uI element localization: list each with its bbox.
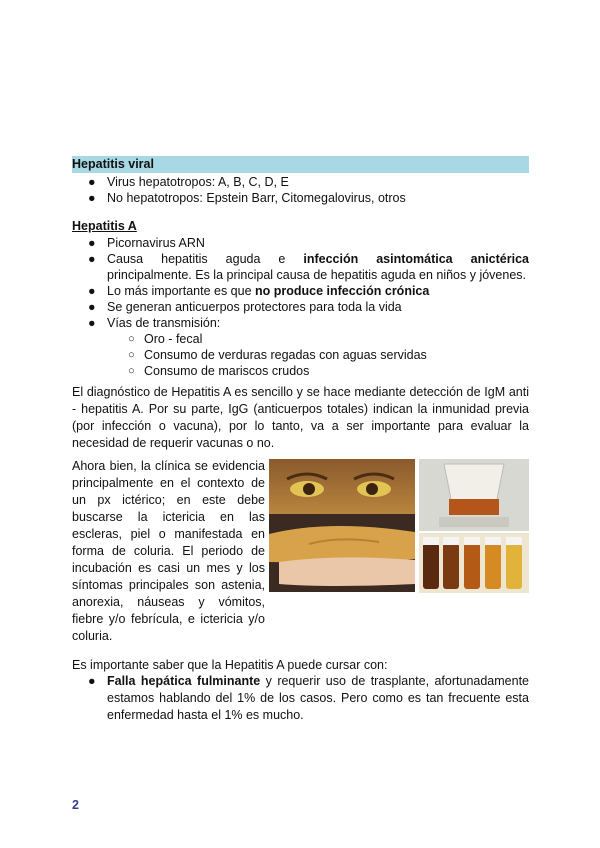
transmission-sublist	[72, 331, 529, 379]
jaundice-eyes-photo	[269, 459, 415, 514]
bullet-icon: ●	[88, 284, 96, 298]
circle-bullet-icon: ○	[128, 333, 135, 345]
list-item: ● Vías de transmisión:	[88, 316, 221, 330]
clinical-paragraph: Ahora bien, la clínica se evidencia principalmente en el contexto de un px ictérico; en este debe buscarse la ictericia en las escleras, piel o manifestada en forma de coluria. El periodo de incubación es casi un mes y los síntomas principales son astenia, anorexia, náuseas y vómitos, fiebre y/o febrícula, e ictericia y/o coluria.	[72, 459, 265, 643]
list-item: ● Virus hepatotropos: A, B, C, D, E	[88, 175, 289, 189]
bullet-icon: ●	[88, 252, 96, 266]
bullet-icon: ●	[88, 236, 96, 250]
section2-list	[72, 235, 529, 331]
sub-list-item: ○ Consumo de mariscos crudos	[128, 364, 310, 378]
bullet-icon: ●	[88, 300, 96, 314]
list-item: ● Picornavirus ARN	[88, 236, 205, 250]
list-item: ● Falla hepática fulminante y requerir uso de trasplante, afortunadamente estamos hablando del 1% de los casos. Pero como es tan frecuente esta enfermedad hasta el 1% es mucho.	[88, 674, 529, 722]
page-number: 2	[72, 798, 79, 812]
list-item: ● Se generan anticuerpos protectores para toda la vida	[88, 300, 402, 314]
section-title-hepatitis-a: Hepatitis A	[72, 219, 137, 233]
list-item: ● No hepatotropos: Epstein Barr, Citomegalovirus, otros	[88, 191, 406, 205]
urine-tubes-photo	[419, 533, 529, 593]
urine-sample-photo	[419, 459, 529, 531]
circle-bullet-icon: ○	[128, 349, 135, 361]
complications-intro: Es importante saber que la Hepatitis A puede cursar con:	[72, 658, 388, 672]
bullet-icon: ●	[88, 674, 96, 688]
section-header-hepatitis-viral	[72, 156, 529, 173]
list-item: ● Causa hepatitis aguda e infección asintomática anictérica principalmente. Es la principal causa de hepatitis aguda en niños y jóvenes.	[88, 252, 529, 282]
section1-list	[72, 174, 529, 206]
section-title: Hepatitis viral	[72, 157, 154, 171]
complications-list	[72, 673, 529, 724]
bullet-icon: ●	[88, 175, 96, 189]
list-item: ● Lo más importante es que no produce infección crónica	[88, 284, 430, 298]
circle-bullet-icon: ○	[128, 365, 135, 377]
bullet-icon: ●	[88, 191, 96, 205]
diagnosis-paragraph: El diagnóstico de Hepatitis A es sencillo y se hace mediante detección de IgM anti - hepatitis A. Por su parte, IgG (anticuerpos totales) indican la inmunidad previa (por infección o vacuna), por lo tanto, va a ser importante para evaluar la necesidad de requerir vacunas o no.	[72, 385, 529, 450]
bullet-icon: ●	[88, 316, 96, 330]
sub-list-item: ○ Oro - fecal	[128, 332, 203, 346]
sub-list-item: ○ Consumo de verduras regadas con aguas servidas	[128, 348, 427, 362]
jaundiced-hands-photo	[269, 514, 415, 592]
